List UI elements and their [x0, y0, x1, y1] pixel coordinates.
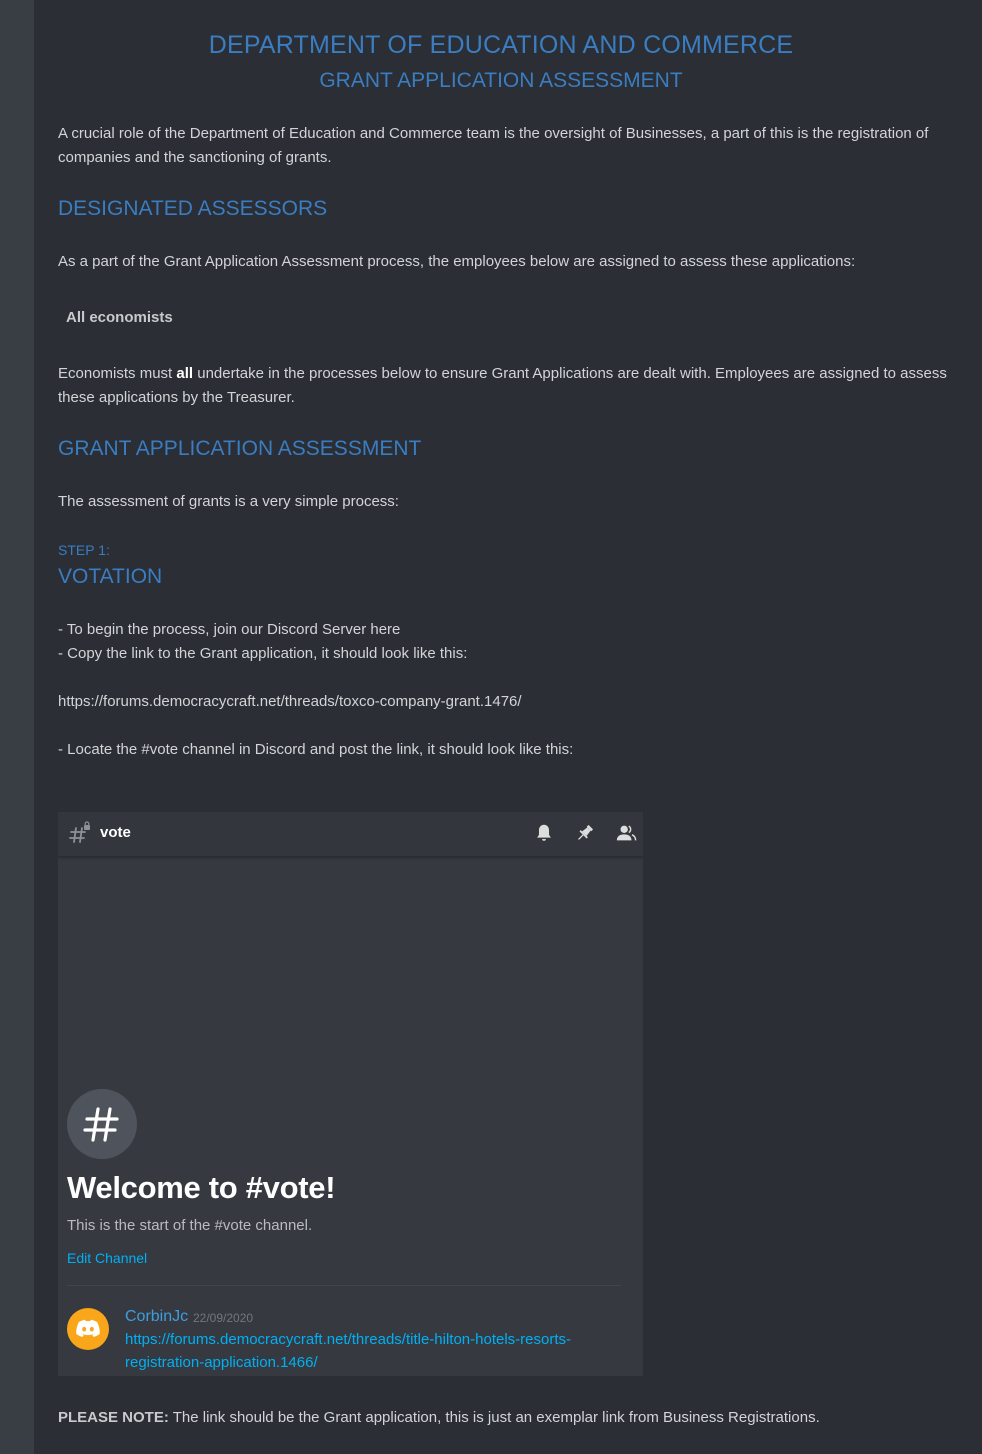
- economists-note: [58, 362, 948, 410]
- message-link[interactable]: https://forums.democracycraft.net/threads/title-hilton-hotels-resorts-registration-application.1466/: [125, 1331, 572, 1371]
- message-timestamp: 22/09/2020: [193, 1311, 254, 1325]
- page-subtitle: GRANT APPLICATION ASSESSMENT: [319, 69, 683, 92]
- assessment-heading: GRANT APPLICATION ASSESSMENT: [58, 437, 422, 460]
- assessors-list-item: All economists: [66, 309, 173, 326]
- step-bullet-3: - Locate the #vote channel in Discord and post the link, it should look like this:: [58, 741, 574, 758]
- intro-paragraph: A crucial role of the Department of Education and Commerce team is the oversight of Businesses, a part of this is the registration of companies and the sanctioning of grants.: [58, 125, 929, 166]
- assessors-heading: DESIGNATED ASSESSORS: [58, 197, 328, 220]
- avatar[interactable]: [67, 1308, 109, 1350]
- members-icon[interactable]: [615, 822, 637, 844]
- economists-note-post: undertake in the processes below to ensure Grant Applications are dealt with. Employees are assigned to assess these applications by the Treasurer.: [58, 365, 947, 406]
- channel-hash-avatar: [67, 1089, 137, 1159]
- step-label: STEP 1:: [58, 542, 110, 558]
- hash-lock-icon: [68, 821, 92, 845]
- step-title: VOTATION: [58, 565, 163, 588]
- step-bullet-2: - Copy the link to the Grant application, it should look like this:: [58, 645, 468, 662]
- left-margin-strip: [0, 0, 34, 1454]
- message-divider: [67, 1285, 621, 1286]
- page-title: DEPARTMENT OF EDUCATION AND COMMERCE: [208, 31, 794, 59]
- economists-note-pre: Economists must: [58, 365, 177, 382]
- discord-logo-icon: [67, 1308, 109, 1350]
- bell-icon[interactable]: [533, 822, 555, 844]
- discord-channel-name: vote: [100, 824, 131, 841]
- hash-icon: [67, 1089, 137, 1159]
- discord-channel-header: [58, 812, 643, 857]
- step-bullet-1: - To begin the process, join our Discord Server here: [58, 621, 401, 638]
- message-username[interactable]: CorbinJc: [125, 1308, 189, 1325]
- pin-icon[interactable]: [574, 822, 596, 844]
- please-note-label: PLEASE NOTE:: [58, 1409, 169, 1426]
- discord-screenshot: [58, 812, 643, 1376]
- channel-start-text: This is the start of the #vote channel.: [67, 1217, 313, 1234]
- economists-note-bold: all: [176, 365, 194, 382]
- example-link: https://forums.democracycraft.net/threads/toxco-company-grant.1476/: [58, 693, 522, 710]
- assessment-text: The assessment of grants is a very simple process:: [58, 493, 399, 510]
- assessors-text: As a part of the Grant Application Assessment process, the employees below are assigned to assess these applications:: [58, 253, 856, 270]
- edit-channel-link[interactable]: Edit Channel: [67, 1250, 148, 1266]
- please-note-text: The link should be the Grant application, this is just an exemplar link from Business Registrations.: [168, 1409, 820, 1426]
- please-note: [58, 1406, 820, 1430]
- welcome-title: Welcome to #vote!: [67, 1170, 336, 1205]
